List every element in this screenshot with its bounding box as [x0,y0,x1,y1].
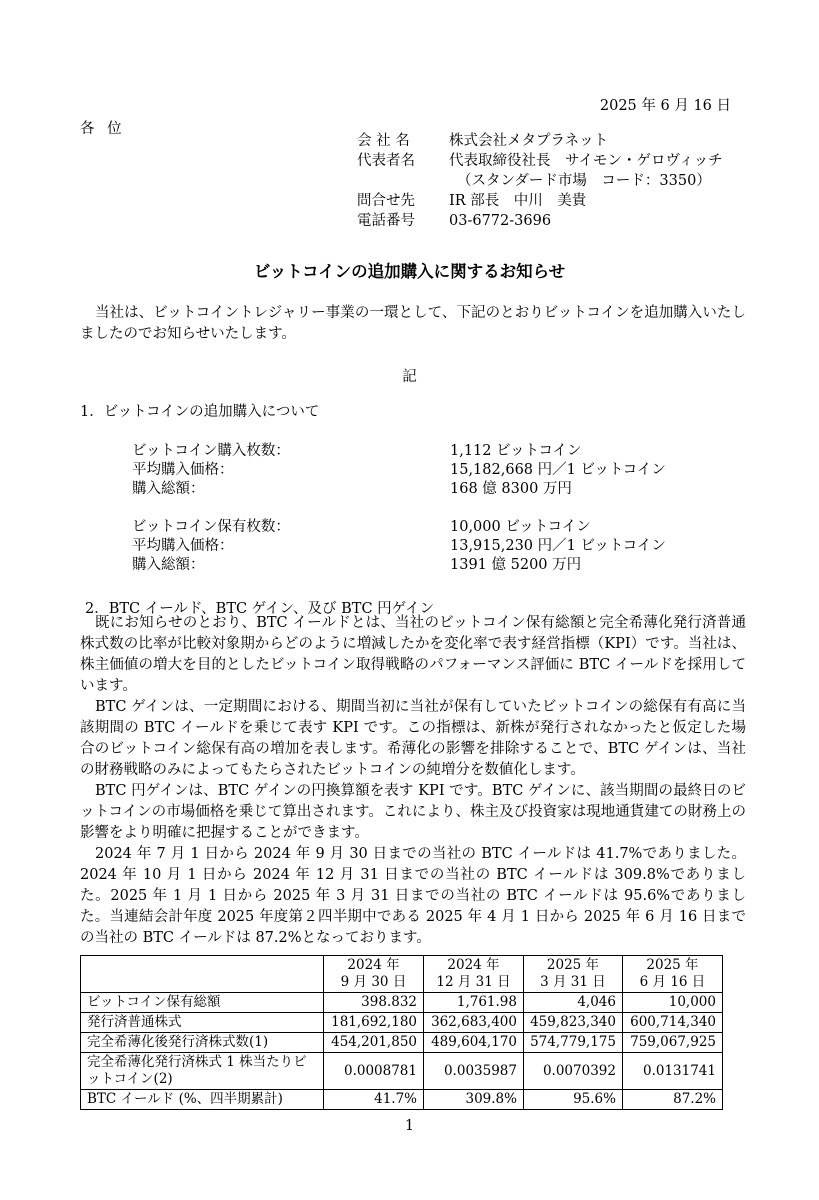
table-header-cell: 2025 年 6 月 16 日 [622,956,722,993]
representative-row [357,151,723,171]
purchase-count-row [132,442,666,461]
table-row-label: BTC イールド (%、四半期累計) [81,1090,324,1110]
table-cell: 4,046 [523,993,622,1013]
holding-avg-price-label: 平均購入価格： [132,538,234,554]
table-row [81,1033,723,1053]
purchase-total-row [132,480,666,499]
purchase-details [132,442,666,499]
table-cell: 362,683,400 [424,1013,524,1033]
table-row-label: 完全希薄化後発行済株式数(1) [81,1033,324,1053]
table-cell: 1,761.98 [424,993,524,1013]
purchase-avg-price-label: 平均購入価格： [132,462,234,478]
table-cell: 0.0008781 [324,1053,424,1090]
table-cell: 459,823,340 [523,1013,622,1033]
table-cell: 489,604,170 [424,1033,524,1053]
section2-heading: 2．BTC イールド、BTC ゲイン、及び BTC 円ゲイン [85,601,435,617]
purchase-total-value: 168 億 8300 万円 [450,481,572,497]
phone-value: 03-6772-3696 [449,213,552,229]
market-code-row [357,171,723,191]
table-row-label: 発行済普通株式 [81,1013,324,1033]
addressee: 各 位 [80,121,126,137]
contact-value: IR 部長 中川 美貴 [449,193,587,209]
representative-label: 代表者名 [357,153,415,169]
holding-avg-price-row [132,537,666,556]
holding-total-label: 購入総額： [132,557,205,573]
holding-total-value: 1391 億 5200 万円 [450,557,582,573]
table-cell: 95.6% [523,1090,622,1110]
table-cell: 759,067,925 [622,1033,722,1053]
table-header-cell: 2024 年 9 月 30 日 [324,956,424,993]
table-row-label: 完全希薄化発行済株式 1 株当たりビットコイン(2) [81,1053,324,1090]
ki-marker: 記 [402,369,417,385]
contact-label: 問合せ先 [357,193,415,209]
purchase-count-label: ビットコイン購入枚数： [132,443,290,459]
table-cell: 398.832 [324,993,424,1013]
btc-gain-paragraph: BTC ゲインは、一定期間における、期間当初に当社が保有していたビットコインの総保有有高に当該期間の BTC イールドを乗じて表す KPI です。この指標は、新株が発行されなかったと仮定した場合のビットコイン総保有高の増加を表します。希薄化の影響を排除することで、BTC ゲインは、当社の財務戦略のみによってもたらされたビットコインの純増分を数値化します。 [80,699,746,778]
company-name-value: 株式会社メタプラネット [449,133,609,149]
table-row [81,1053,723,1090]
table-header-row [81,956,723,993]
purchase-avg-price-value: 15,182,668 円／1 ビットコイン [450,462,666,478]
table-cell: 309.8% [424,1090,524,1110]
btc-yen-gain-paragraph: BTC 円ゲインは、BTC ゲインの円換算額を表す KPI です。BTC ゲインに、該当期間の最終日のビットコインの市場価格を乗じて算出されます。これにより、株主及び投資家は現地通貨建ての財務上の影響をより明確に把握することができます。 [80,783,746,841]
table-cell: 0.0035987 [424,1053,524,1090]
table-header-corner [81,956,324,993]
holding-count-row [132,518,666,537]
market-code-value: （スタンダード市場 コード：3350） [457,173,711,189]
phone-row [357,211,723,231]
holding-avg-price-value: 13,915,230 円／1 ビットコイン [450,538,666,554]
table-cell: 600,714,340 [622,1013,722,1033]
section2-body [80,613,746,949]
representative-value: 代表取締役社長 サイモン・ゲロヴィッチ [449,153,723,169]
table-header-cell: 2024 年 12 月 31 日 [424,956,524,993]
table-header-cell: 2025 年 3 月 31 日 [523,956,622,993]
company-info-block [357,131,723,231]
purchase-count-value: 1,112 ビットコイン [450,443,582,459]
table-cell: 41.7% [324,1090,424,1110]
table-row [81,1013,723,1033]
document-date: 2025 年 6 月 16 日 [599,98,731,114]
holding-total-row [132,556,666,575]
table-cell: 454,201,850 [324,1033,424,1053]
contact-row [357,191,723,211]
btc-kpi-table [80,955,723,1110]
table-cell: 87.2% [622,1090,722,1110]
holding-count-value: 10,000 ビットコイン [450,519,591,535]
holding-details [132,518,666,575]
company-name-label: 会 社 名 [357,133,410,149]
btc-yield-paragraph: 既にお知らせのとおり、BTC イールドとは、当社のビットコイン保有総額と完全希薄化発行済普通株式数の比率が比較対象期からどのように増減したかを変化率で表す経営指標（KPI）です。当社は、株主価値の増大を目的としたビットコイン取得戦略のパフォーマンス評価に BTC イールドを採用しています。 [80,615,746,694]
btc-yield-results-paragraph: 2024 年 7 月 1 日から 2024 年 9 月 30 日までの当社の BTC イールドは 41.7%でありました。2024 年 10 月 1 日から 2024 年 12 月 31 日までの当社の BTC イールドは 309.8%でありました。2025 年 1 月 1 日から 2025 年 3 月 31 日までの当社の BTC イールドは 95.6%でありました。当連結会計年度 2025 年度第２四半期中である 2025 年 4 月 1 日から 2025 年 6 月 16 日までの当社の BTC イールドは 87.2%となっております。 [80,846,746,946]
section1-heading: 1．ビットコインの追加購入について [80,404,320,420]
table-row-label: ビットコイン保有総額 [81,993,324,1013]
table-cell: 10,000 [622,993,722,1013]
phone-label: 電話番号 [357,213,415,229]
intro-paragraph: 当社は、ビットコイントレジャリー事業の一環として、下記のとおりビットコインを追加購入いたしましたのでお知らせいたします。 [80,305,746,342]
purchase-avg-price-row [132,461,666,480]
document-title: ビットコインの追加購入に関するお知らせ [253,262,566,281]
table-row [81,1090,723,1110]
table-cell: 574,779,175 [523,1033,622,1053]
table-cell: 0.0070392 [523,1053,622,1090]
table-row [81,993,723,1013]
table-cell: 181,692,180 [324,1013,424,1033]
page-number: 1 [404,1118,415,1134]
market-code-label [357,171,449,191]
company-name-row [357,131,723,151]
table-cell: 0.0131741 [622,1053,722,1090]
holding-count-label: ビットコイン保有枚数： [132,519,290,535]
purchase-total-label: 購入総額： [132,481,205,497]
